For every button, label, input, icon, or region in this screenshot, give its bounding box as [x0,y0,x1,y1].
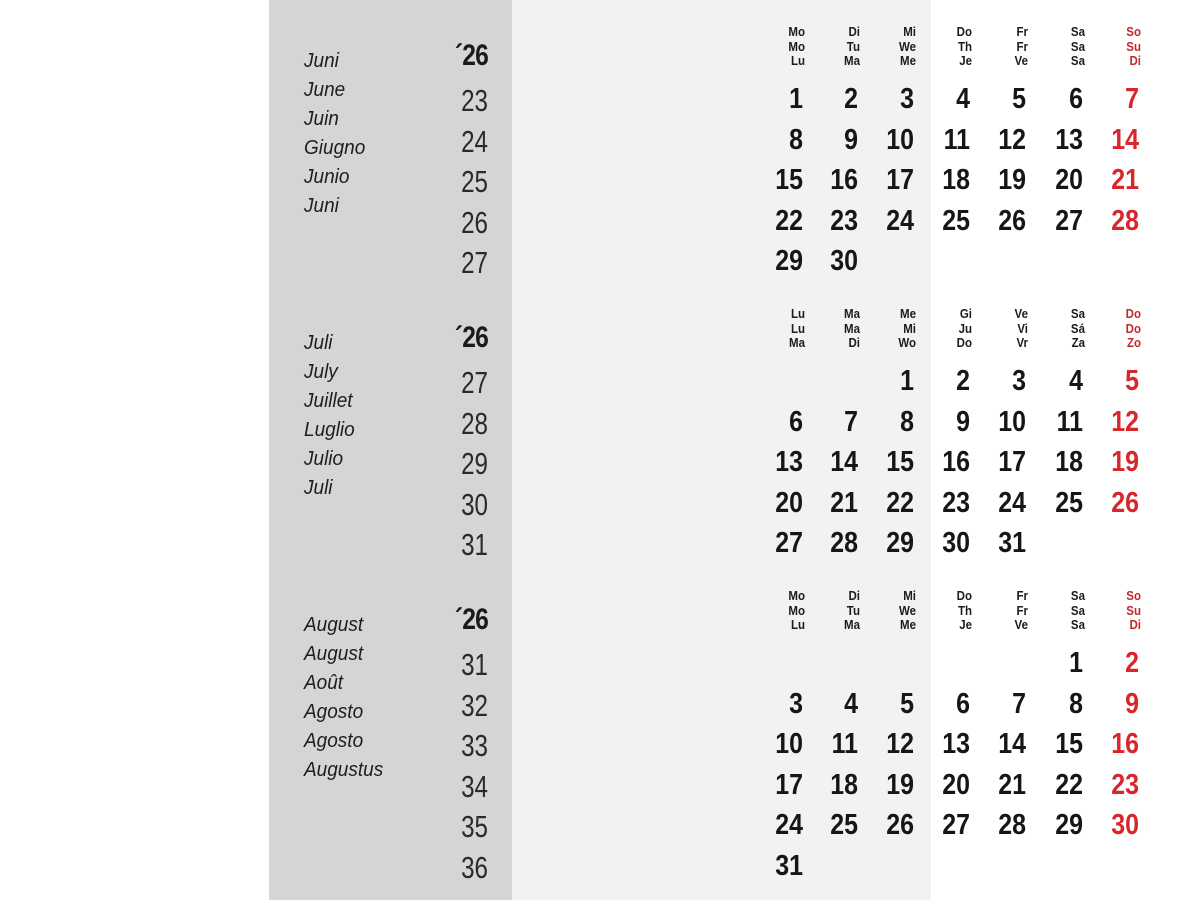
weekday-label [765,25,805,69]
day-cell: 7 [844,405,858,438]
week-number: 30 [461,486,488,522]
day-cell: 1 [900,365,914,397]
weekday-abbrev: Me [900,307,916,321]
weekday-abbrev: Sa [1070,39,1085,54]
day-cell-sunday: 23 [1111,768,1139,801]
weekday-abbrev: Ma [789,336,805,350]
weekday-abbrev: Vr [1016,336,1028,350]
day-cell: 3 [1012,365,1026,397]
day-cell: 3 [789,687,803,720]
day-cell: 1 [789,83,803,115]
weekday-abbrev: Th [957,603,972,618]
day-cell: 21 [998,768,1026,801]
weekday-abbrev: Lu [790,321,805,336]
weekday-abbrev: Do [956,589,972,603]
month-name-label: Juillet [304,390,353,412]
day-cell: 31 [775,849,803,882]
weekday-abbrev: Sa [1070,307,1085,321]
day-cell: 4 [844,687,858,720]
day-cell: 15 [886,446,914,478]
weekday-abbrev: Ma [844,321,860,336]
day-cell: 10 [886,123,914,156]
day-cell: 27 [942,809,970,841]
weekday-abbrev: Fr [1016,25,1028,39]
day-cell: 11 [1056,405,1083,438]
day-cell: 16 [942,446,970,478]
month-name-label: Agosto [304,730,364,752]
month-name-label: Junio [304,166,350,188]
weekday-abbrev: Di [1129,618,1141,632]
day-cell: 28 [830,527,858,559]
day-cell: 13 [942,728,970,760]
day-cell: 17 [886,164,914,196]
weekday-abbrev: Fr [1016,39,1028,54]
weekday-abbrev: Sa [1070,618,1085,632]
weekday-abbrev: Do [956,25,972,39]
weekday-label [876,307,916,351]
week-numbers-column [408,81,488,284]
weekday-abbrev: Sa [1070,589,1085,603]
month-name-label: Julio [304,448,344,470]
weekday-abbrev: Ve [1014,54,1028,68]
day-cell-sunday: 28 [1111,204,1139,237]
weekday-abbrev: Wo [898,336,916,350]
day-cell: 24 [886,204,914,237]
weekday-label [820,307,860,351]
weekday-abbrev: So [1126,589,1141,603]
weekday-abbrev: Fr [1016,603,1028,618]
week-number: 24 [461,123,488,159]
weekday-abbrev: Sa [1070,25,1085,39]
weekday-label [1045,589,1085,633]
weekday-abbrev: Gi [959,307,972,321]
day-cell: 4 [956,83,970,115]
day-cell: 8 [900,405,914,438]
month-name-label: Juli [304,332,333,354]
weekday-abbrev: Su [1126,603,1141,618]
day-cell: 14 [998,728,1026,760]
weekday-label [932,589,972,633]
weekday-header [512,307,1141,355]
weekday-abbrev: Mi [903,589,916,603]
day-cell: 19 [998,164,1026,196]
weekday-abbrev: Me [900,54,916,68]
weekday-abbrev: Zo [1126,336,1141,350]
weekday-label [876,589,916,633]
day-cell: 24 [775,809,803,841]
weekday-abbrev: Ma [844,618,860,632]
day-cell-sunday: 5 [1125,365,1139,397]
month-name-label: June [304,79,346,101]
day-cell: 19 [886,768,914,801]
month-block [269,305,1141,587]
day-cell: 10 [998,405,1026,438]
week-number: 31 [461,527,488,562]
week-number: 28 [461,405,488,441]
weekday-label [988,25,1028,69]
day-cell: 20 [1055,164,1083,196]
weekday-label [765,307,805,351]
day-cell: 15 [775,164,803,196]
day-cell: 17 [775,768,803,801]
weekday-abbrev: Mo [788,589,805,603]
day-cell: 20 [942,768,970,801]
weekday-abbrev: Di [1129,54,1141,68]
day-cell-sunday: 21 [1111,164,1139,196]
day-cell: 5 [1012,83,1026,115]
day-cell: 8 [1069,687,1083,720]
week-number: 26 [461,204,488,240]
day-cell-sunday: 30 [1111,809,1139,841]
week-number: 29 [461,446,488,481]
week-number: 23 [461,83,488,118]
weekday-abbrev: Lu [790,618,805,632]
day-cell: 13 [1055,123,1083,156]
weekday-label [988,589,1028,633]
day-cell: 21 [830,486,858,519]
weekday-abbrev: Za [1071,336,1085,350]
month-name-label: July [304,361,338,383]
day-cell: 26 [998,204,1026,237]
weekday-abbrev: We [898,603,916,618]
day-cell-sunday: 26 [1111,486,1139,519]
day-cell: 23 [830,204,858,237]
month-name-label: Août [304,672,344,694]
day-cell: 20 [775,486,803,519]
weekday-abbrev: Lu [790,54,805,68]
day-cell: 11 [943,123,970,156]
day-cell: 12 [886,728,914,760]
weekday-abbrev: Di [848,589,860,603]
weekday-label [988,307,1028,351]
day-cell: 29 [1055,809,1083,841]
day-cell: 18 [830,768,858,801]
month-block [269,587,1141,885]
day-cell: 17 [998,446,1026,478]
day-cell: 22 [1055,768,1083,801]
year-label: ´26 [454,603,488,636]
month-names-list [304,611,387,785]
week-number: 32 [461,687,488,723]
month-name-label: August [304,643,364,665]
weekday-abbrev: Fr [1016,589,1028,603]
day-cell-sunday: 7 [1125,83,1139,115]
week-number: 35 [461,809,488,844]
day-cell: 29 [886,527,914,559]
day-cell: 22 [886,486,914,519]
year-label: ´26 [454,39,488,72]
month-name-label: Augustus [304,759,384,781]
day-cell: 6 [956,687,970,720]
weekday-abbrev: Ma [844,307,860,321]
day-cell: 22 [775,204,803,237]
week-number: 33 [461,728,488,763]
day-cell: 29 [775,245,803,277]
week-number: 34 [461,768,488,804]
weekday-abbrev: Vi [1017,321,1028,336]
day-cell: 3 [900,83,914,115]
day-cell: 24 [998,486,1026,519]
day-cell: 27 [775,527,803,559]
weekday-label [932,307,972,351]
day-cell: 15 [1055,728,1083,760]
week-number: 31 [461,647,488,682]
day-cell: 30 [942,527,970,559]
month-names-list [304,329,357,503]
day-cell: 18 [1055,446,1083,478]
day-cell: 10 [775,728,803,760]
weekday-abbrev: Di [848,336,860,350]
day-cell: 1 [1069,647,1083,679]
month-name-label: August [304,614,364,636]
weekday-abbrev: Ju [958,321,972,336]
day-cell: 9 [844,123,858,156]
weekday-abbrev: Je [959,618,972,632]
month-names-list [304,47,369,221]
month-name-label: Giugno [304,137,366,159]
day-cell: 27 [1055,204,1083,237]
weekday-header [512,589,1141,637]
week-numbers-column [408,645,488,888]
weekday-abbrev: Je [959,54,972,68]
weekday-abbrev: Su [1126,39,1141,54]
weekday-abbrev: Sa [1070,54,1085,68]
weekday-abbrev: We [898,39,916,54]
weekday-label [1045,307,1085,351]
day-cell: 5 [900,687,914,720]
weekday-label [876,25,916,69]
day-cell-sunday: 16 [1111,728,1139,760]
weekday-abbrev: Tu [846,603,860,618]
day-cell: 14 [830,446,858,478]
day-cell: 7 [1012,687,1026,720]
day-cell: 13 [775,446,803,478]
day-cell: 25 [1055,486,1083,519]
weekday-abbrev: Sa [1070,603,1085,618]
day-cell: 30 [830,245,858,277]
weekday-abbrev: Mo [788,603,805,618]
day-cell: 9 [956,405,970,438]
day-cell-sunday: 14 [1111,123,1139,156]
day-cell: 2 [844,83,858,115]
day-cell: 25 [942,204,970,237]
week-number: 27 [461,245,488,280]
day-cell: 8 [789,123,803,156]
weekday-abbrev: Sá [1070,321,1085,336]
calendar-page [269,0,1141,900]
year-label: ´26 [454,321,488,354]
weekday-abbrev: Ve [1014,307,1028,321]
week-numbers-column [408,363,488,566]
month-name-label: Agosto [304,701,364,723]
day-cell: 6 [1069,83,1083,115]
weekday-label [932,25,972,69]
weekday-label [1045,25,1085,69]
day-cell-sunday: 9 [1125,687,1139,720]
weekday-label [820,589,860,633]
weekday-abbrev: Tu [846,39,860,54]
weekday-label-sunday [1101,589,1141,633]
weekday-abbrev: Do [1125,321,1141,336]
weekday-abbrev: Do [956,336,972,350]
weekday-label-sunday [1101,25,1141,69]
day-cell: 26 [886,809,914,841]
weekday-abbrev: So [1126,25,1141,39]
month-name-label: Juli [304,477,333,499]
day-cell: 23 [942,486,970,519]
weekday-abbrev: Mi [903,321,916,336]
week-number: 27 [461,365,488,400]
day-cell: 31 [998,527,1026,559]
day-cell: 11 [831,728,858,760]
weekday-header [512,25,1141,73]
weekday-abbrev: Di [848,25,860,39]
day-cell: 25 [830,809,858,841]
weekday-label-sunday [1101,307,1141,351]
month-name-label: Juin [304,108,339,130]
weekday-abbrev: Me [900,618,916,632]
day-cell: 2 [956,365,970,397]
weekday-abbrev: Lu [790,307,805,321]
month-name-label: Juni [304,195,339,217]
weekday-abbrev: Ve [1014,618,1028,632]
day-cell: 28 [998,809,1026,841]
week-number: 25 [461,164,488,199]
day-cell-sunday: 2 [1125,647,1139,679]
weekday-abbrev: Do [1125,307,1141,321]
month-block [269,23,1141,305]
weekday-abbrev: Ma [844,54,860,68]
day-cell-sunday: 19 [1111,446,1139,478]
weekday-label [820,25,860,69]
day-cell: 18 [942,164,970,196]
weekday-abbrev: Th [957,39,972,54]
month-name-label: Luglio [304,419,355,441]
week-number: 36 [461,849,488,885]
day-cell-sunday: 12 [1111,405,1139,438]
weekday-abbrev: Mi [903,25,916,39]
day-cell: 4 [1069,365,1083,397]
day-cell: 16 [830,164,858,196]
day-cell: 6 [789,405,803,438]
weekday-abbrev: Mo [788,25,805,39]
month-name-label: Juni [304,50,339,72]
weekday-label [765,589,805,633]
day-cell: 12 [998,123,1026,156]
weekday-abbrev: Mo [788,39,805,54]
